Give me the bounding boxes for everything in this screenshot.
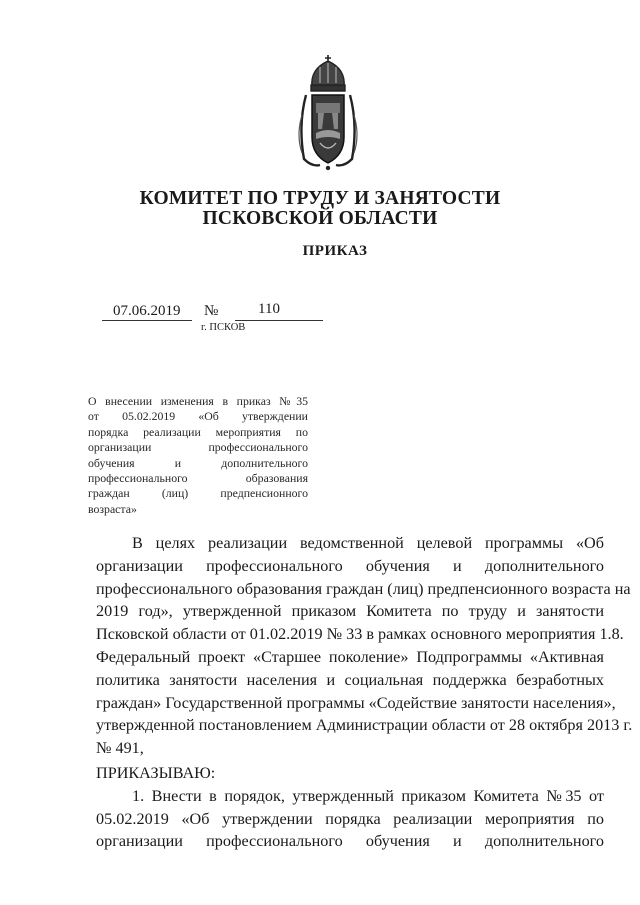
coat-of-arms-icon [290,55,366,173]
order-number: 110 [258,301,280,317]
order-city: г. ПСКОВ [201,322,246,333]
preamble-line: В целях реализации ведомственной целевой программы «Об [132,534,604,552]
preamble-line: № 491, [96,739,144,758]
number-underline [235,320,323,321]
order-body [96,532,633,853]
preamble-line: граждан» Государственной программы «Содействие занятости населения», [96,693,616,712]
subject-line: порядка реализации мероприятия по [88,424,308,439]
decree-heading: ПРИКАЗЫВАЮ: [96,763,216,782]
item-line: 05.02.2019 «Об утверждении порядка реализации мероприятия по [96,809,604,828]
organization-name-line1: КОМИТЕТ ПО ТРУДУ И ЗАНЯТОСТИ [139,188,501,209]
preamble-line: профессионального образования граждан (лиц) предпенсионного возраста на [96,579,631,598]
subject-line: профессионального образования [88,471,308,486]
preamble-line: Псковской области от 01.02.2019 № 33 в рамках основного мероприятия 1.8. [96,625,624,644]
document-type: ПРИКАЗ [302,243,368,259]
item-line: 1. Внести в порядок, утвержденный приказом Комитета №35 от [132,786,604,805]
organization-name-line2: ПСКОВСКОЙ ОБЛАСТИ [202,208,438,229]
subject-line: от 05.02.2019 «Об утверждении [88,409,308,424]
subject-line: возраста» [88,501,137,516]
preamble-line: утвержденной постановлением Администрации области от 28 октября 2013 г. [96,716,633,735]
order-subject [88,394,308,517]
order-date: 07.06.2019 [113,303,181,319]
date-underline [102,320,192,321]
preamble-line: организации профессионального обучения и дополнительного [96,556,604,575]
subject-line: организации профессионального [88,440,308,455]
preamble-line: Федеральный проект «Старшее поколение» Подпрограммы «Активная [96,647,604,666]
subject-line: граждан (лиц) предпенсионного [88,486,308,501]
subject-line: обучения и дополнительного [88,455,308,470]
subject-line: О внесении изменения в приказ №35 [88,394,308,408]
preamble-line: 2019 год», утвержденной приказом Комитета по труду и занятости [96,602,604,621]
number-sign: № [204,303,219,319]
item-line: организации профессионального обучения и дополнительного [96,832,604,851]
preamble-line: политика занятости населения и социальная поддержка безработных [96,670,604,689]
